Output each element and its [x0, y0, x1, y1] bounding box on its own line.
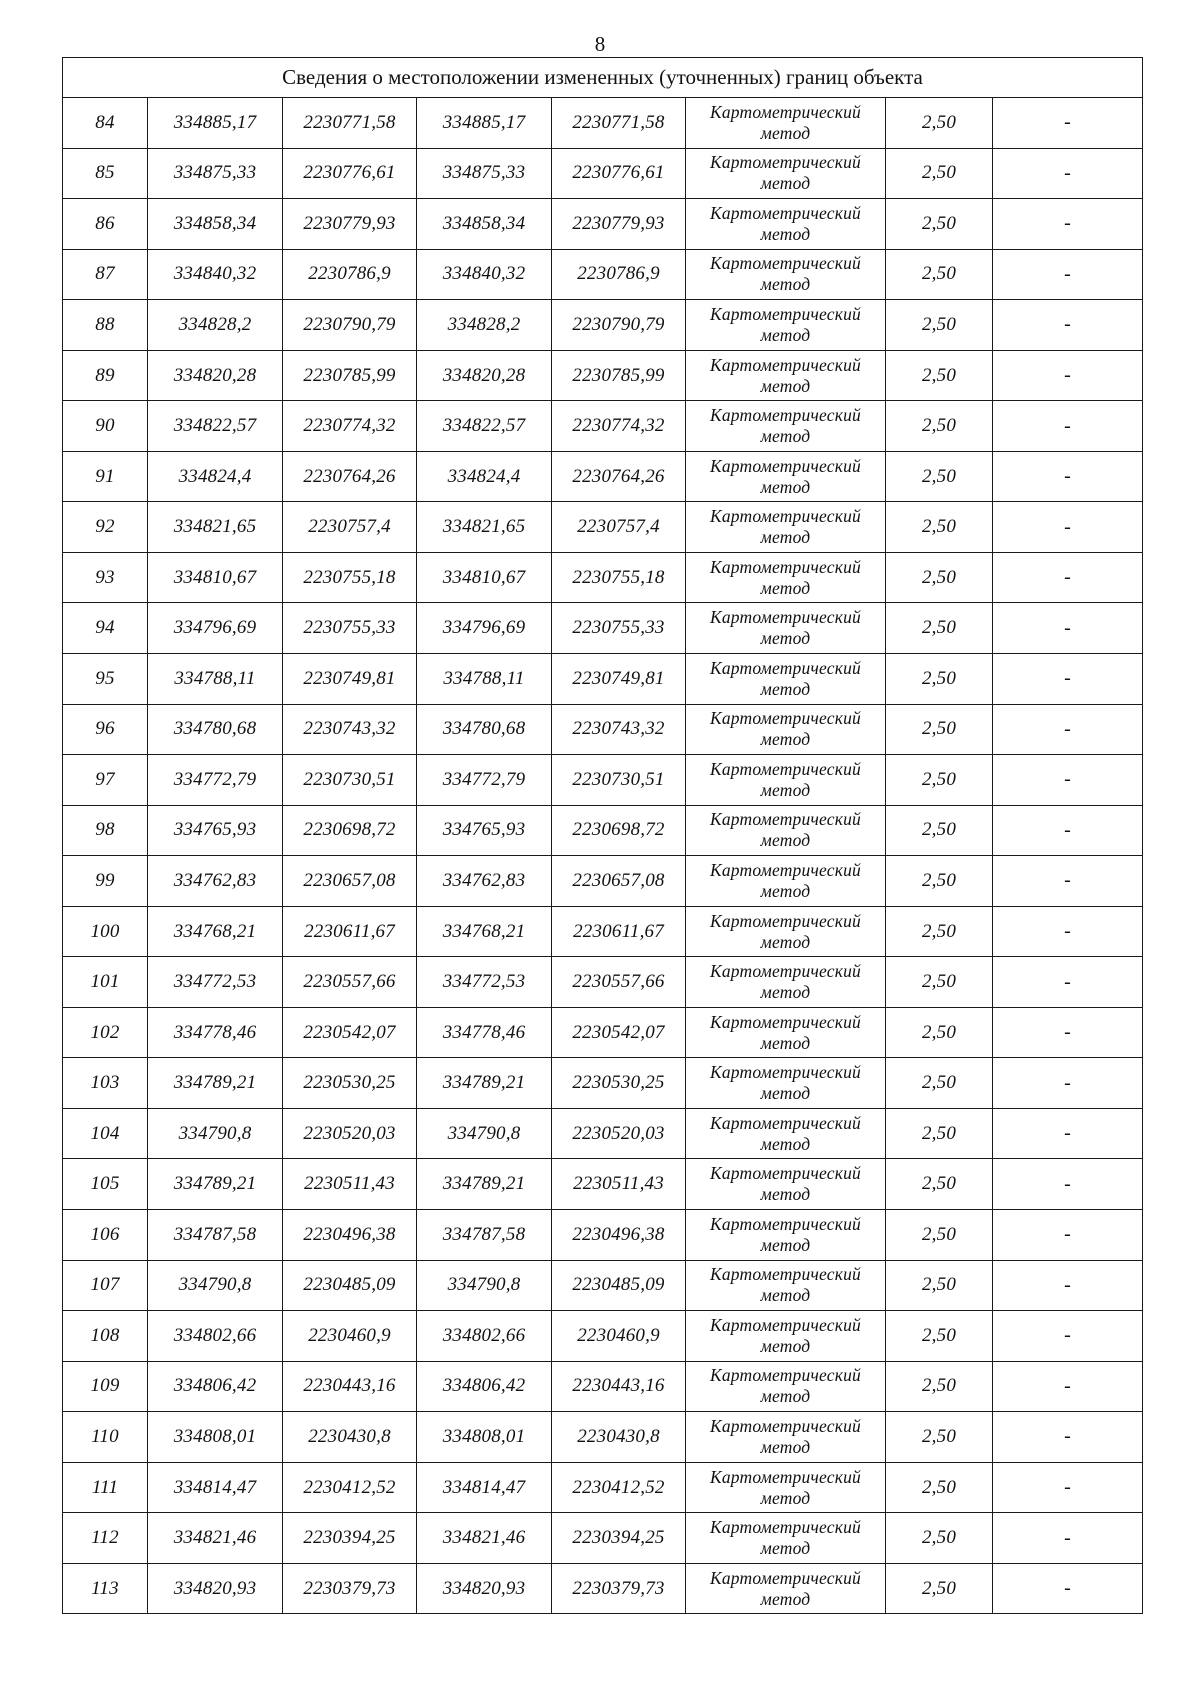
existing-y-cell: 2230790,79: [283, 300, 417, 351]
point-number-cell: 91: [63, 451, 148, 502]
existing-y-cell: 2230412,52: [283, 1462, 417, 1513]
existing-y-cell: 2230557,66: [283, 957, 417, 1008]
refined-y-cell: 2230755,33: [552, 603, 686, 654]
precision-cell: 2,50: [886, 552, 993, 603]
table-row: [63, 199, 1143, 250]
existing-y-cell: 2230394,25: [283, 1513, 417, 1564]
description-cell: -: [993, 502, 1143, 553]
precision-cell: 2,50: [886, 906, 993, 957]
table-row: [63, 704, 1143, 755]
existing-x-cell: 334778,46: [148, 1007, 283, 1058]
point-number-cell: 95: [63, 654, 148, 705]
description-cell: -: [993, 98, 1143, 149]
table-row: [63, 805, 1143, 856]
method-cell: Картометрический метод: [686, 502, 886, 553]
existing-y-cell: 2230496,38: [283, 1210, 417, 1261]
point-number-cell: 88: [63, 300, 148, 351]
precision-cell: 2,50: [886, 1159, 993, 1210]
existing-x-cell: 334790,8: [148, 1108, 283, 1159]
description-cell: -: [993, 1058, 1143, 1109]
refined-x-cell: 334885,17: [417, 98, 552, 149]
refined-x-cell: 334790,8: [417, 1260, 552, 1311]
existing-x-cell: 334885,17: [148, 98, 283, 149]
description-cell: -: [993, 451, 1143, 502]
existing-y-cell: 2230379,73: [283, 1563, 417, 1614]
method-cell: Картометрический метод: [686, 856, 886, 907]
description-cell: -: [993, 300, 1143, 351]
description-cell: -: [993, 1311, 1143, 1362]
point-number-cell: 113: [63, 1563, 148, 1614]
refined-y-cell: 2230790,79: [552, 300, 686, 351]
table-row: [63, 755, 1143, 806]
refined-y-cell: 2230557,66: [552, 957, 686, 1008]
description-cell: -: [993, 654, 1143, 705]
precision-cell: 2,50: [886, 1108, 993, 1159]
method-cell: Картометрический метод: [686, 805, 886, 856]
refined-y-cell: 2230443,16: [552, 1361, 686, 1412]
description-cell: -: [993, 148, 1143, 199]
description-cell: -: [993, 1513, 1143, 1564]
precision-cell: 2,50: [886, 98, 993, 149]
description-cell: -: [993, 957, 1143, 1008]
precision-cell: 2,50: [886, 148, 993, 199]
existing-x-cell: 334772,53: [148, 957, 283, 1008]
precision-cell: 2,50: [886, 755, 993, 806]
existing-x-cell: 334772,79: [148, 755, 283, 806]
description-cell: -: [993, 1563, 1143, 1614]
point-number-cell: 105: [63, 1159, 148, 1210]
point-number-cell: 89: [63, 350, 148, 401]
precision-cell: 2,50: [886, 451, 993, 502]
refined-x-cell: 334824,4: [417, 451, 552, 502]
method-cell: Картометрический метод: [686, 1462, 886, 1513]
precision-cell: 2,50: [886, 704, 993, 755]
point-number-cell: 87: [63, 249, 148, 300]
existing-x-cell: 334789,21: [148, 1159, 283, 1210]
table-row: [63, 1007, 1143, 1058]
table-row: [63, 1108, 1143, 1159]
method-cell: Картометрический метод: [686, 1210, 886, 1261]
boundary-coordinates-table: [62, 57, 1143, 1614]
refined-y-cell: 2230412,52: [552, 1462, 686, 1513]
method-cell: Картометрический метод: [686, 704, 886, 755]
table-row: [63, 1513, 1143, 1564]
point-number-cell: 93: [63, 552, 148, 603]
refined-y-cell: 2230379,73: [552, 1563, 686, 1614]
precision-cell: 2,50: [886, 1513, 993, 1564]
existing-x-cell: 334821,65: [148, 502, 283, 553]
refined-y-cell: 2230779,93: [552, 199, 686, 250]
method-cell: Картометрический метод: [686, 199, 886, 250]
description-cell: -: [993, 755, 1143, 806]
refined-y-cell: 2230657,08: [552, 856, 686, 907]
refined-y-cell: 2230511,43: [552, 1159, 686, 1210]
description-cell: -: [993, 805, 1143, 856]
precision-cell: 2,50: [886, 1260, 993, 1311]
page-number: 8: [594, 32, 606, 56]
method-cell: Картометрический метод: [686, 1058, 886, 1109]
existing-y-cell: 2230757,4: [283, 502, 417, 553]
point-number-cell: 90: [63, 401, 148, 452]
method-cell: Картометрический метод: [686, 1007, 886, 1058]
method-cell: Картометрический метод: [686, 1311, 886, 1362]
method-cell: Картометрический метод: [686, 1563, 886, 1614]
precision-cell: 2,50: [886, 1462, 993, 1513]
table-row: [63, 957, 1143, 1008]
table-row: [63, 300, 1143, 351]
refined-y-cell: 2230749,81: [552, 654, 686, 705]
table-row: [63, 1361, 1143, 1412]
point-number-cell: 92: [63, 502, 148, 553]
refined-y-cell: 2230757,4: [552, 502, 686, 553]
existing-y-cell: 2230785,99: [283, 350, 417, 401]
existing-y-cell: 2230749,81: [283, 654, 417, 705]
existing-x-cell: 334768,21: [148, 906, 283, 957]
refined-x-cell: 334858,34: [417, 199, 552, 250]
existing-x-cell: 334858,34: [148, 199, 283, 250]
refined-y-cell: 2230755,18: [552, 552, 686, 603]
refined-y-cell: 2230771,58: [552, 98, 686, 149]
precision-cell: 2,50: [886, 1058, 993, 1109]
description-cell: -: [993, 856, 1143, 907]
point-number-cell: 103: [63, 1058, 148, 1109]
existing-x-cell: 334808,01: [148, 1412, 283, 1463]
point-number-cell: 94: [63, 603, 148, 654]
existing-y-cell: 2230511,43: [283, 1159, 417, 1210]
existing-x-cell: 334828,2: [148, 300, 283, 351]
refined-x-cell: 334810,67: [417, 552, 552, 603]
existing-y-cell: 2230657,08: [283, 856, 417, 907]
point-number-cell: 100: [63, 906, 148, 957]
refined-y-cell: 2230698,72: [552, 805, 686, 856]
refined-x-cell: 334808,01: [417, 1412, 552, 1463]
existing-x-cell: 334802,66: [148, 1311, 283, 1362]
precision-cell: 2,50: [886, 300, 993, 351]
table-row: [63, 502, 1143, 553]
existing-y-cell: 2230764,26: [283, 451, 417, 502]
description-cell: -: [993, 1210, 1143, 1261]
method-cell: Картометрический метод: [686, 148, 886, 199]
existing-x-cell: 334821,46: [148, 1513, 283, 1564]
existing-y-cell: 2230520,03: [283, 1108, 417, 1159]
table-row: [63, 1311, 1143, 1362]
method-cell: Картометрический метод: [686, 401, 886, 452]
refined-y-cell: 2230430,8: [552, 1412, 686, 1463]
existing-y-cell: 2230755,33: [283, 603, 417, 654]
precision-cell: 2,50: [886, 1563, 993, 1614]
precision-cell: 2,50: [886, 249, 993, 300]
table-row: [63, 1412, 1143, 1463]
refined-x-cell: 334828,2: [417, 300, 552, 351]
existing-y-cell: 2230530,25: [283, 1058, 417, 1109]
point-number-cell: 110: [63, 1412, 148, 1463]
precision-cell: 2,50: [886, 1007, 993, 1058]
refined-x-cell: 334787,58: [417, 1210, 552, 1261]
method-cell: Картометрический метод: [686, 300, 886, 351]
method-cell: Картометрический метод: [686, 552, 886, 603]
table-row: [63, 906, 1143, 957]
method-cell: Картометрический метод: [686, 654, 886, 705]
precision-cell: 2,50: [886, 805, 993, 856]
refined-x-cell: 334840,32: [417, 249, 552, 300]
precision-cell: 2,50: [886, 603, 993, 654]
table-title-row: [63, 58, 1143, 98]
precision-cell: 2,50: [886, 654, 993, 705]
existing-y-cell: 2230779,93: [283, 199, 417, 250]
refined-y-cell: 2230743,32: [552, 704, 686, 755]
refined-y-cell: 2230730,51: [552, 755, 686, 806]
existing-x-cell: 334789,21: [148, 1058, 283, 1109]
description-cell: -: [993, 1108, 1143, 1159]
existing-x-cell: 334765,93: [148, 805, 283, 856]
existing-y-cell: 2230771,58: [283, 98, 417, 149]
precision-cell: 2,50: [886, 502, 993, 553]
precision-cell: 2,50: [886, 199, 993, 250]
method-cell: Картометрический метод: [686, 98, 886, 149]
point-number-cell: 101: [63, 957, 148, 1008]
method-cell: Картометрический метод: [686, 451, 886, 502]
refined-y-cell: 2230764,26: [552, 451, 686, 502]
table-row: [63, 1058, 1143, 1109]
refined-x-cell: 334822,57: [417, 401, 552, 452]
point-number-cell: 84: [63, 98, 148, 149]
existing-y-cell: 2230443,16: [283, 1361, 417, 1412]
precision-cell: 2,50: [886, 957, 993, 1008]
description-cell: -: [993, 1260, 1143, 1311]
method-cell: Картометрический метод: [686, 350, 886, 401]
point-number-cell: 112: [63, 1513, 148, 1564]
existing-x-cell: 334822,57: [148, 401, 283, 452]
description-cell: -: [993, 249, 1143, 300]
table-title: Сведения о местоположении измененных (уточненных) границ объекта: [63, 58, 1143, 98]
precision-cell: 2,50: [886, 856, 993, 907]
existing-x-cell: 334875,33: [148, 148, 283, 199]
refined-x-cell: 334820,93: [417, 1563, 552, 1614]
refined-x-cell: 334780,68: [417, 704, 552, 755]
point-number-cell: 97: [63, 755, 148, 806]
method-cell: Картометрический метод: [686, 603, 886, 654]
table-row: [63, 856, 1143, 907]
precision-cell: 2,50: [886, 1361, 993, 1412]
existing-y-cell: 2230774,32: [283, 401, 417, 452]
refined-x-cell: 334796,69: [417, 603, 552, 654]
table-row: [63, 1462, 1143, 1513]
precision-cell: 2,50: [886, 1210, 993, 1261]
refined-x-cell: 334772,79: [417, 755, 552, 806]
point-number-cell: 111: [63, 1462, 148, 1513]
refined-y-cell: 2230394,25: [552, 1513, 686, 1564]
refined-y-cell: 2230785,99: [552, 350, 686, 401]
existing-x-cell: 334820,93: [148, 1563, 283, 1614]
refined-y-cell: 2230774,32: [552, 401, 686, 452]
refined-y-cell: 2230542,07: [552, 1007, 686, 1058]
existing-y-cell: 2230786,9: [283, 249, 417, 300]
existing-x-cell: 334820,28: [148, 350, 283, 401]
refined-y-cell: 2230530,25: [552, 1058, 686, 1109]
table-row: [63, 1260, 1143, 1311]
existing-x-cell: 334762,83: [148, 856, 283, 907]
method-cell: Картометрический метод: [686, 1412, 886, 1463]
point-number-cell: 86: [63, 199, 148, 250]
point-number-cell: 99: [63, 856, 148, 907]
table-row: [63, 98, 1143, 149]
existing-x-cell: 334796,69: [148, 603, 283, 654]
refined-x-cell: 334788,11: [417, 654, 552, 705]
description-cell: -: [993, 1361, 1143, 1412]
description-cell: -: [993, 1462, 1143, 1513]
refined-x-cell: 334789,21: [417, 1058, 552, 1109]
existing-x-cell: 334824,4: [148, 451, 283, 502]
description-cell: -: [993, 199, 1143, 250]
table-row: [63, 451, 1143, 502]
refined-x-cell: 334821,46: [417, 1513, 552, 1564]
existing-x-cell: 334780,68: [148, 704, 283, 755]
refined-x-cell: 334765,93: [417, 805, 552, 856]
existing-y-cell: 2230485,09: [283, 1260, 417, 1311]
existing-y-cell: 2230755,18: [283, 552, 417, 603]
existing-y-cell: 2230743,32: [283, 704, 417, 755]
point-number-cell: 107: [63, 1260, 148, 1311]
description-cell: -: [993, 906, 1143, 957]
description-cell: -: [993, 1159, 1143, 1210]
description-cell: -: [993, 603, 1143, 654]
refined-y-cell: 2230776,61: [552, 148, 686, 199]
method-cell: Картометрический метод: [686, 957, 886, 1008]
method-cell: Картометрический метод: [686, 1108, 886, 1159]
table-row: [63, 1159, 1143, 1210]
point-number-cell: 104: [63, 1108, 148, 1159]
description-cell: -: [993, 1412, 1143, 1463]
precision-cell: 2,50: [886, 1311, 993, 1362]
table-row: [63, 249, 1143, 300]
point-number-cell: 85: [63, 148, 148, 199]
refined-y-cell: 2230611,67: [552, 906, 686, 957]
existing-y-cell: 2230542,07: [283, 1007, 417, 1058]
refined-x-cell: 334778,46: [417, 1007, 552, 1058]
method-cell: Картометрический метод: [686, 1159, 886, 1210]
description-cell: -: [993, 401, 1143, 452]
refined-x-cell: 334790,8: [417, 1108, 552, 1159]
refined-y-cell: 2230496,38: [552, 1210, 686, 1261]
refined-x-cell: 334789,21: [417, 1159, 552, 1210]
method-cell: Картометрический метод: [686, 755, 886, 806]
description-cell: -: [993, 1007, 1143, 1058]
point-number-cell: 96: [63, 704, 148, 755]
precision-cell: 2,50: [886, 1412, 993, 1463]
existing-y-cell: 2230776,61: [283, 148, 417, 199]
method-cell: Картометрический метод: [686, 1260, 886, 1311]
method-cell: Картометрический метод: [686, 249, 886, 300]
existing-x-cell: 334806,42: [148, 1361, 283, 1412]
method-cell: Картометрический метод: [686, 1361, 886, 1412]
existing-x-cell: 334814,47: [148, 1462, 283, 1513]
point-number-cell: 98: [63, 805, 148, 856]
refined-x-cell: 334875,33: [417, 148, 552, 199]
refined-y-cell: 2230485,09: [552, 1260, 686, 1311]
table-row: [63, 552, 1143, 603]
description-cell: -: [993, 350, 1143, 401]
existing-x-cell: 334840,32: [148, 249, 283, 300]
existing-x-cell: 334810,67: [148, 552, 283, 603]
refined-x-cell: 334762,83: [417, 856, 552, 907]
table-row: [63, 350, 1143, 401]
description-cell: -: [993, 704, 1143, 755]
precision-cell: 2,50: [886, 401, 993, 452]
method-cell: Картометрический метод: [686, 906, 886, 957]
table-row: [63, 654, 1143, 705]
point-number-cell: 109: [63, 1361, 148, 1412]
existing-y-cell: 2230430,8: [283, 1412, 417, 1463]
refined-x-cell: 334802,66: [417, 1311, 552, 1362]
precision-cell: 2,50: [886, 350, 993, 401]
existing-y-cell: 2230730,51: [283, 755, 417, 806]
existing-y-cell: 2230698,72: [283, 805, 417, 856]
table-row: [63, 1210, 1143, 1261]
refined-x-cell: 334768,21: [417, 906, 552, 957]
existing-x-cell: 334788,11: [148, 654, 283, 705]
existing-y-cell: 2230460,9: [283, 1311, 417, 1362]
method-cell: Картометрический метод: [686, 1513, 886, 1564]
table-row: [63, 401, 1143, 452]
description-cell: -: [993, 552, 1143, 603]
point-number-cell: 108: [63, 1311, 148, 1362]
table-row: [63, 148, 1143, 199]
refined-y-cell: 2230520,03: [552, 1108, 686, 1159]
table-row: [63, 1563, 1143, 1614]
refined-y-cell: 2230460,9: [552, 1311, 686, 1362]
refined-x-cell: 334772,53: [417, 957, 552, 1008]
existing-y-cell: 2230611,67: [283, 906, 417, 957]
point-number-cell: 102: [63, 1007, 148, 1058]
table-row: [63, 603, 1143, 654]
refined-x-cell: 334806,42: [417, 1361, 552, 1412]
refined-y-cell: 2230786,9: [552, 249, 686, 300]
existing-x-cell: 334787,58: [148, 1210, 283, 1261]
refined-x-cell: 334821,65: [417, 502, 552, 553]
existing-x-cell: 334790,8: [148, 1260, 283, 1311]
refined-x-cell: 334820,28: [417, 350, 552, 401]
point-number-cell: 106: [63, 1210, 148, 1261]
refined-x-cell: 334814,47: [417, 1462, 552, 1513]
